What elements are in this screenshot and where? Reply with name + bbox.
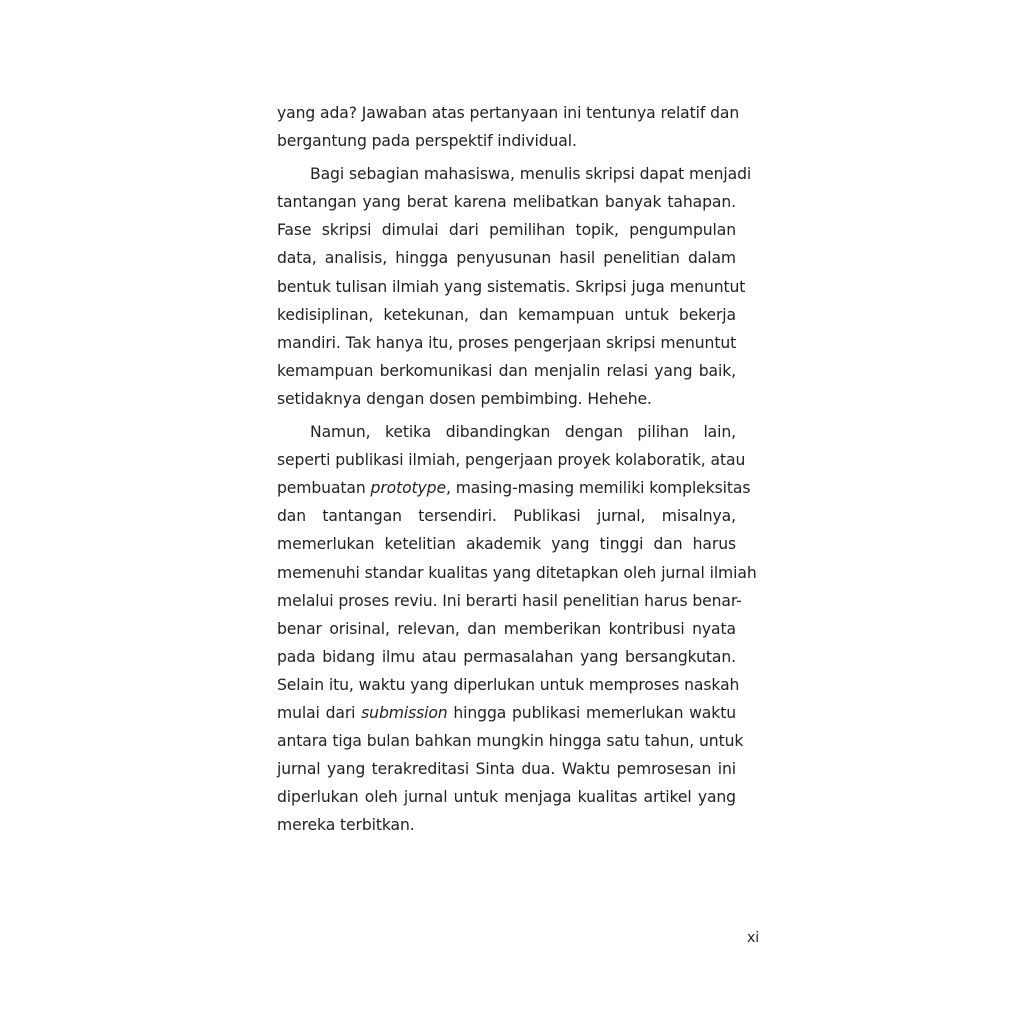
text-line bbox=[277, 530, 736, 558]
text-line bbox=[277, 643, 736, 671]
text-segment: dan tantangan tersendiri. Publikasi jurnal, misalnya, bbox=[277, 507, 736, 526]
text-segment: , masing-masing memiliki kompleksitas bbox=[445, 479, 751, 498]
text-line bbox=[277, 357, 736, 385]
text-segment: hingga publikasi memerlukan waktu bbox=[447, 703, 736, 722]
text-line bbox=[277, 811, 736, 839]
text-segment: antara tiga bulan bahkan mungkin hingga satu tahun, untuk bbox=[277, 732, 744, 751]
text-line bbox=[277, 587, 742, 615]
text-segment: mereka terbitkan. bbox=[277, 816, 415, 835]
text-segment: Bagi sebagian mahasiswa, menulis skripsi dapat menjadi bbox=[310, 165, 752, 184]
text-segment: diperlukan oleh jurnal untuk menjaga kualitas artikel yang bbox=[277, 788, 736, 807]
text-line bbox=[277, 502, 736, 530]
text-line bbox=[277, 244, 736, 272]
text-segment: pembuatan bbox=[277, 479, 371, 498]
text-line bbox=[277, 160, 752, 188]
text-segment: mulai dari bbox=[277, 703, 362, 722]
text-line bbox=[277, 559, 757, 587]
text-segment: data, analisis, hingga penyusunan hasil penelitian dalam bbox=[277, 249, 736, 268]
text-line bbox=[277, 755, 736, 783]
italic-term: submission bbox=[361, 703, 448, 722]
text-line bbox=[277, 188, 736, 216]
text-segment: seperti publikasi ilmiah, pengerjaan proyek kolaboratik, atau bbox=[277, 451, 746, 470]
text-segment: memenuhi standar kualitas yang ditetapkan oleh jurnal ilmiah bbox=[277, 563, 757, 582]
text-line bbox=[277, 615, 736, 643]
text-line bbox=[277, 216, 736, 244]
text-segment: yang ada? Jawaban atas pertanyaan ini tentunya relatif dan bbox=[277, 104, 740, 122]
text-line bbox=[277, 273, 746, 301]
text-segment: mandiri. Tak hanya itu, proses pengerjaan skripsi menuntut bbox=[277, 333, 737, 352]
text-segment: kemampuan berkomunikasi dan menjalin relasi yang baik, bbox=[277, 361, 736, 380]
italic-term: prototype bbox=[370, 479, 446, 498]
text-line bbox=[277, 671, 740, 699]
text-segment: Selain itu, waktu yang diperlukan untuk memproses naskah bbox=[277, 675, 740, 694]
page-number: xi bbox=[747, 930, 760, 946]
text-line bbox=[277, 99, 740, 127]
text-line bbox=[277, 418, 736, 446]
text-line bbox=[277, 446, 746, 474]
text-segment: Namun, ketika dibandingkan dengan pilihan lain, bbox=[310, 423, 736, 442]
text-segment: benar orisinal, relevan, dan memberikan kontribusi nyata bbox=[277, 619, 736, 638]
text-segment: pada bidang ilmu atau permasalahan yang bersangkutan. bbox=[277, 647, 736, 666]
text-segment: melalui proses reviu. Ini berarti hasil penelitian harus benar- bbox=[277, 591, 742, 610]
text-segment: bentuk tulisan ilmiah yang sistematis. Skripsi juga menuntut bbox=[277, 277, 746, 296]
text-segment: tantangan yang berat karena melibatkan banyak tahapan. bbox=[277, 193, 736, 212]
text-line bbox=[277, 385, 736, 413]
text-segment: memerlukan ketelitian akademik yang tinggi dan harus bbox=[277, 535, 736, 554]
paragraph bbox=[277, 99, 740, 155]
text-segment: jurnal yang terakreditasi Sinta dua. Waktu pemrosesan ini bbox=[277, 760, 736, 779]
text-line bbox=[277, 474, 751, 502]
text-segment: bergantung pada perspektif individual. bbox=[277, 132, 577, 151]
text-line bbox=[277, 127, 736, 155]
text-line bbox=[277, 329, 736, 357]
body-text bbox=[277, 99, 757, 839]
text-segment: setidaknya dengan dosen pembimbing. Hehehe. bbox=[277, 389, 652, 408]
text-line bbox=[277, 699, 736, 727]
text-segment: Fase skripsi dimulai dari pemilihan topik, pengumpulan bbox=[277, 221, 736, 240]
text-line bbox=[277, 783, 736, 811]
text-line bbox=[277, 301, 736, 329]
text-segment: kedisiplinan, ketekunan, dan kemampuan untuk bekerja bbox=[277, 305, 736, 324]
paragraph bbox=[277, 160, 752, 413]
text-line bbox=[277, 727, 744, 755]
paragraph bbox=[277, 418, 757, 839]
